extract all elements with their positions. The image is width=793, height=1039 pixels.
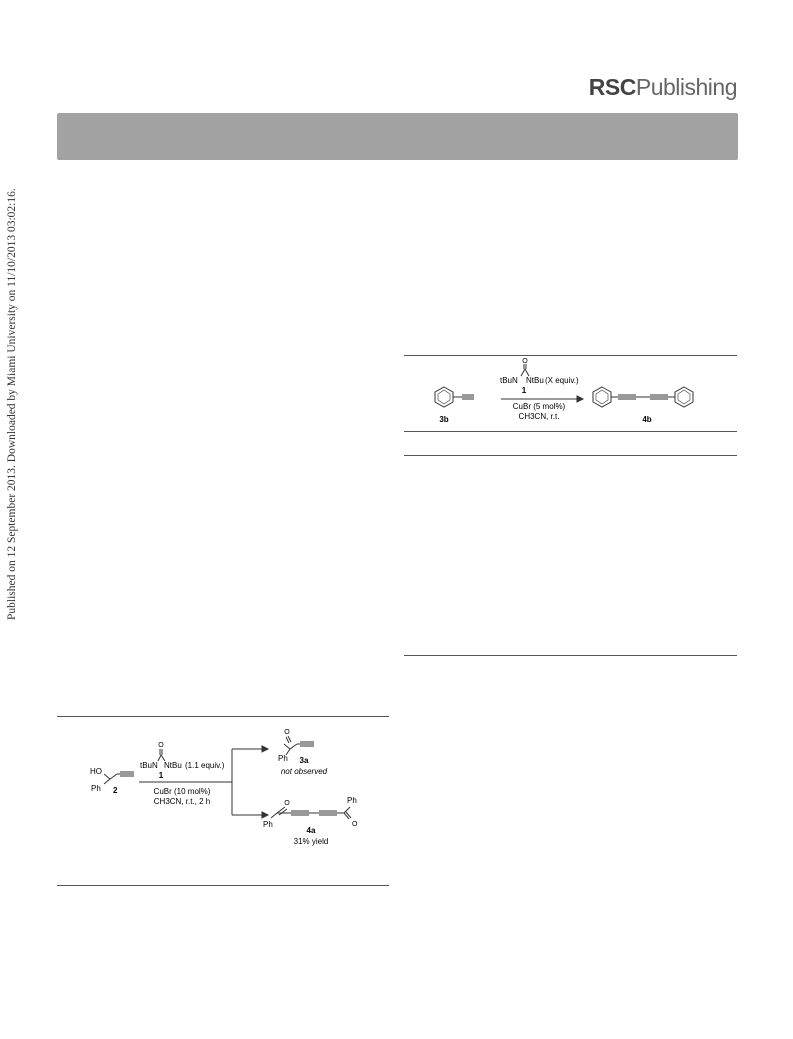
- brand-rsc: RSC: [588, 74, 636, 100]
- reagent-bu-left-2: tBuN: [140, 761, 158, 770]
- reagent-number-2: 1: [158, 771, 164, 780]
- header-banner: [57, 113, 738, 160]
- product-4a-ph-left: Ph: [263, 820, 273, 829]
- product-4a-yield: 31% yield: [293, 837, 329, 846]
- product-4a-ph-right: Ph: [347, 796, 357, 805]
- scheme-left-reaction: [57, 717, 389, 884]
- compound-label-3a: 3a: [299, 756, 309, 765]
- brand-logo: [589, 74, 737, 101]
- product-3a-note: not observed: [280, 767, 328, 776]
- brand-publishing: Publishing: [635, 74, 737, 100]
- reagent-bu-right-2: NtBu: [164, 761, 182, 770]
- reagent-number: 1: [521, 386, 527, 395]
- conditions-text: CH3CN, r.t.: [518, 412, 560, 421]
- table-top-rule: [404, 455, 737, 456]
- reagent-bu-right: NtBu: [526, 376, 544, 385]
- reagent-oxygen-left: O: [158, 742, 164, 749]
- product-3a-oxygen: O: [284, 729, 290, 736]
- reagent-equiv-2: (1.1 equiv.): [185, 761, 225, 770]
- compound-2-ho: HO: [90, 767, 102, 776]
- scheme-left-bottom-rule: [57, 885, 389, 886]
- compound-2-ph: Ph: [91, 784, 101, 793]
- product-4a-oxygen-right: O: [352, 821, 358, 828]
- scheme-right-bottom-rule: [404, 431, 737, 432]
- reagent-equiv: (X equiv.): [545, 376, 579, 385]
- catalyst-text-2: CuBr (10 mol%): [153, 787, 211, 796]
- download-note: Published on 12 September 2013. Downloaded by Miami University on 11/10/2013 03:02:16.: [6, 188, 18, 620]
- compound-label-2: 2: [113, 786, 118, 795]
- scheme-right-reaction: [404, 356, 737, 430]
- compound-label-4a: 4a: [306, 826, 316, 835]
- reagent-oxygen: O: [522, 358, 528, 365]
- table-bottom-rule: [404, 655, 737, 656]
- compound-label-3b: 3b: [439, 415, 449, 424]
- reagent-bu-left: tBuN: [500, 376, 518, 385]
- product-4a-oxygen-left: O: [284, 800, 290, 807]
- product-3a-ph: Ph: [278, 754, 288, 763]
- catalyst-text: CuBr (5 mol%): [512, 402, 566, 411]
- compound-label-4b: 4b: [642, 415, 652, 424]
- conditions-text-2: CH3CN, r.t., 2 h: [153, 797, 211, 806]
